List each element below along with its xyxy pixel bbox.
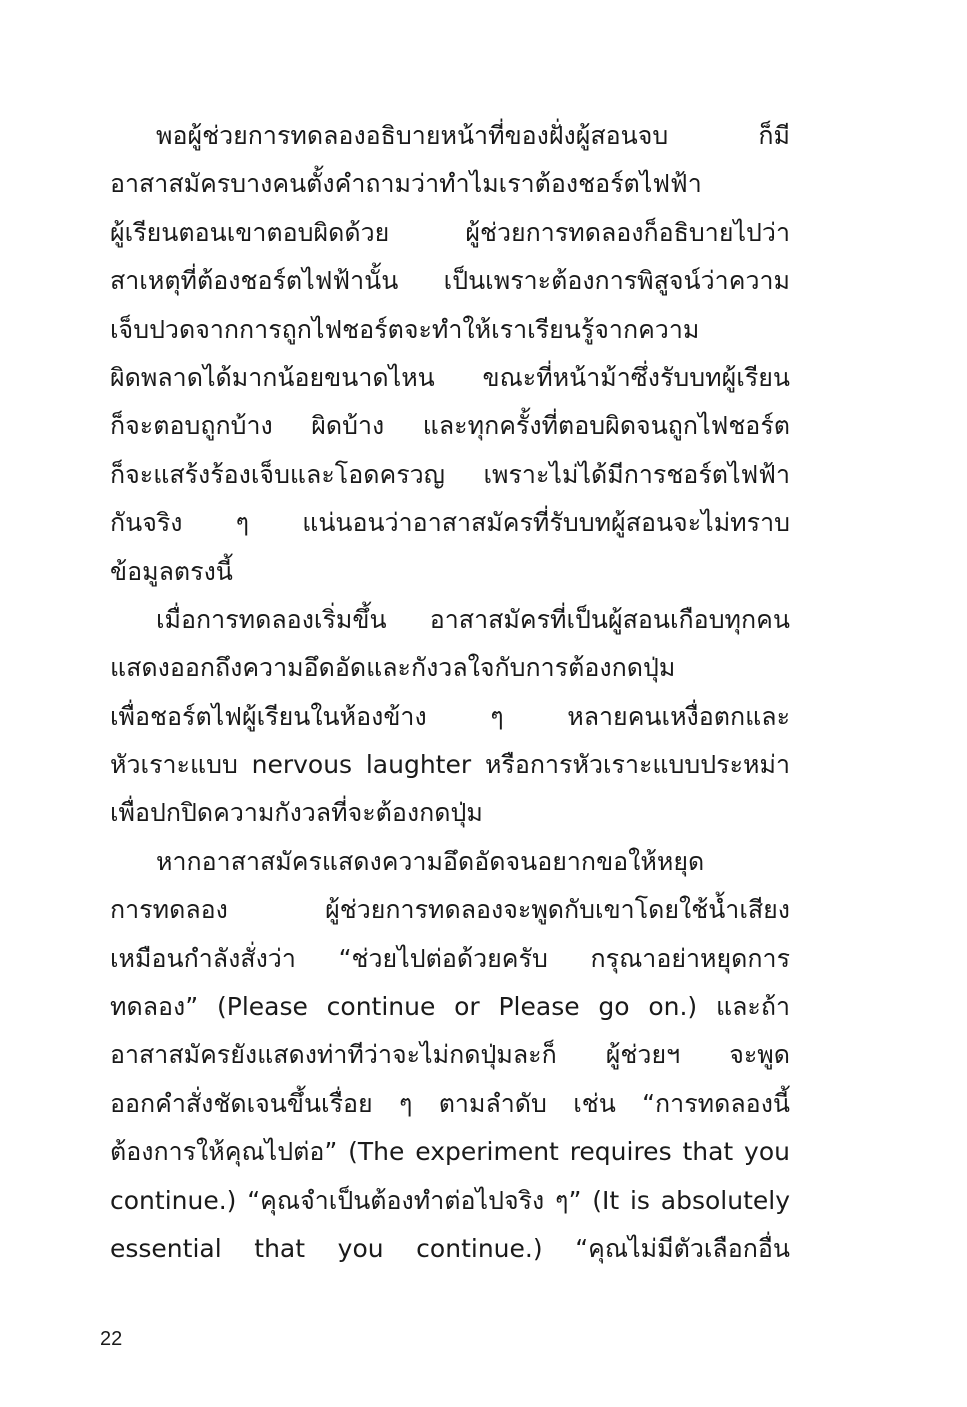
text-line: เหมือนกำลังสั่งว่า “ช่วยไปต่อด้วยครับ กรุณาอย่าหยุดการ — [110, 943, 790, 973]
text-line: หัวเราะแบบ nervous laughter หรือการหัวเราะแบบประหม่า — [110, 750, 790, 780]
text-line: เพื่อปกปิดความกังวลที่จะต้องกดปุ่ม — [110, 798, 483, 828]
text-line: essential that you continue.) “คุณไม่มีตัวเลือกอื่น — [110, 1233, 790, 1263]
text-line: ก็จะแสร้งร้องเจ็บและโอดครวญ เพราะไม่ได้มีการชอร์ตไฟฟ้า — [110, 459, 790, 489]
paragraph-2 — [110, 596, 790, 838]
text-line: continue.) “คุณจำเป็นต้องทำต่อไปจริง ๆ” (It is absolutely — [110, 1185, 790, 1215]
text-line: แสดงออกถึงความอึดอัดและกังวลใจกับการต้องกดปุ่ม — [110, 653, 676, 683]
text-line: ทดลอง” (Please continue or Please go on.) และถ้า — [110, 992, 790, 1022]
page-number: 22 — [100, 1328, 123, 1350]
paragraph-1 — [110, 112, 790, 596]
text-line: กันจริง ๆ แน่นอนว่าอาสาสมัครที่รับบทผู้สอนจะไม่ทราบ — [110, 508, 790, 538]
text-line: การทดลอง ผู้ช่วยการทดลองจะพูดกับเขาโดยใช้น้ำเสียง — [110, 895, 790, 925]
paragraph-3 — [110, 838, 790, 1274]
body-text — [110, 112, 790, 1273]
text-line: ก็จะตอบถูกบ้าง ผิดบ้าง และทุกครั้งที่ตอบผิดจนถูกไฟชอร์ต — [110, 411, 790, 441]
text-line: ผู้เรียนตอนเขาตอบผิดด้วย ผู้ช่วยการทดลองก็อธิบายไปว่า — [110, 217, 790, 247]
text-line: ข้อมูลตรงนี้ — [110, 556, 233, 586]
text-line: เจ็บปวดจากการถูกไฟชอร์ตจะทำให้เราเรียนรู้จากความ — [110, 314, 700, 344]
text-line: เมื่อการทดลองเริ่มขึ้น อาสาสมัครที่เป็นผู้สอนเกือบทุกคน — [156, 604, 790, 634]
text-line: สาเหตุที่ต้องชอร์ตไฟฟ้านั้น เป็นเพราะต้องการพิสูจน์ว่าความ — [110, 266, 790, 296]
text-line: หากอาสาสมัครแสดงความอึดอัดจนอยากขอให้หยุด — [156, 846, 705, 876]
text-line: ออกคำสั่งชัดเจนขึ้นเรื่อย ๆ ตามลำดับ เช่น “การทดลองนี้ — [110, 1088, 790, 1118]
text-line: พอผู้ช่วยการทดลองอธิบายหน้าที่ของฝั่งผู้สอนจบ ก็มี — [156, 121, 790, 150]
text-line: อาสาสมัครบางคนตั้งคำถามว่าทำไมเราต้องชอร์ตไฟฟ้า — [110, 169, 702, 199]
text-line: ผิดพลาดได้มากน้อยขนาดไหน ขณะที่หน้าม้าซึ่งรับบทผู้เรียน — [110, 362, 790, 392]
text-line: เพื่อชอร์ตไฟผู้เรียนในห้องข้าง ๆ หลายคนเหงื่อตกและ — [110, 701, 790, 731]
text-line: ต้องการให้คุณไปต่อ” (The experiment requires that you — [110, 1137, 790, 1167]
text-line: อาสาสมัครยังแสดงท่าทีว่าจะไม่กดปุ่มละก็ ผู้ช่วยฯ จะพูด — [110, 1040, 790, 1070]
